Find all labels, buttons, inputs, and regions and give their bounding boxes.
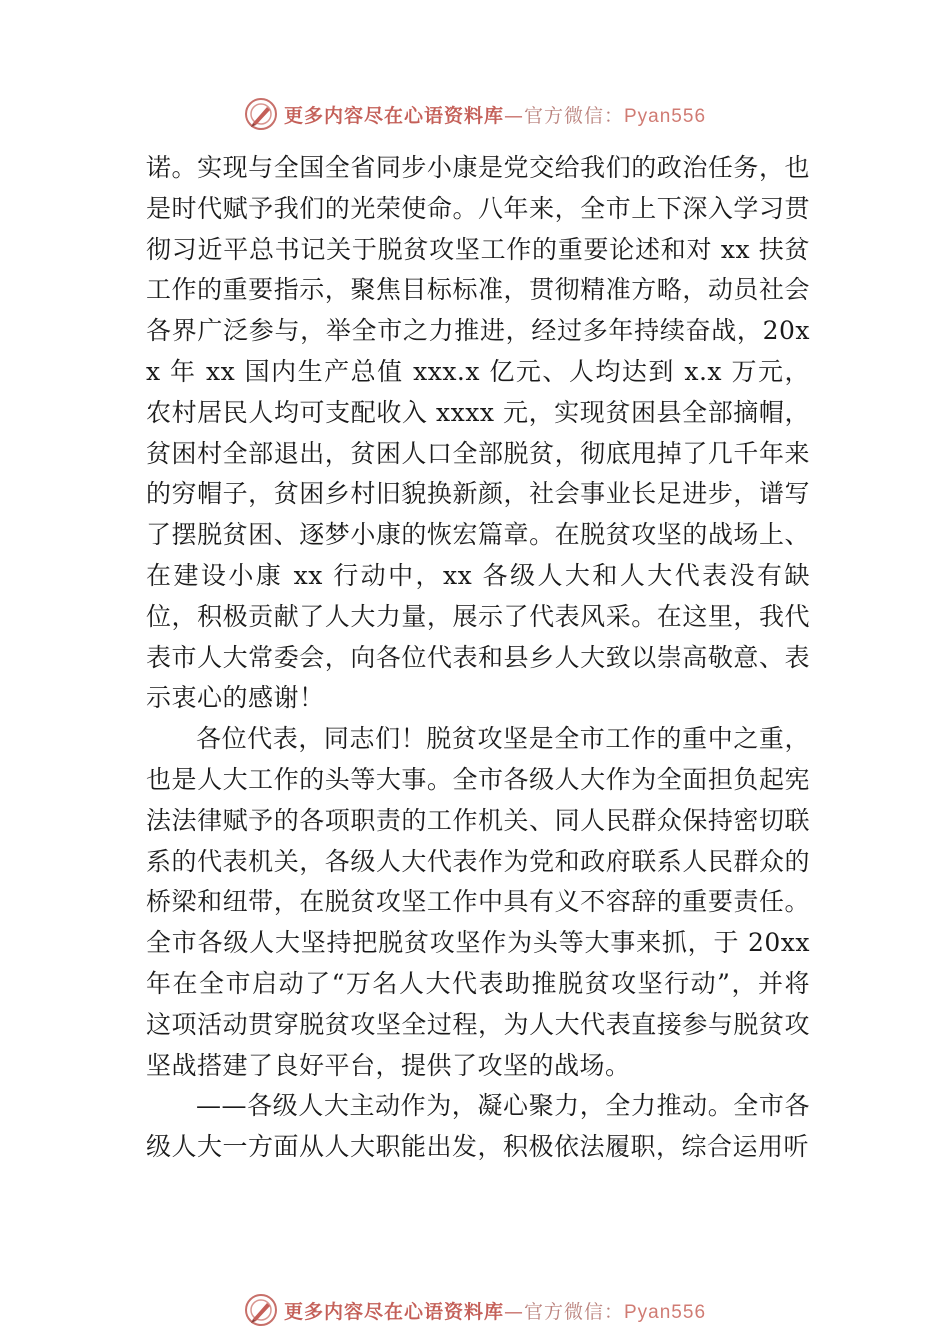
watermark-wechat-id: Pyan556 <box>624 1301 707 1323</box>
watermark-title: 更多内容尽在心语资料库 <box>283 1300 504 1323</box>
footer-watermark <box>0 1290 950 1330</box>
document-body <box>146 148 810 1168</box>
paragraph: ——各级人大主动作为，凝心聚力，全力推动。全市各级人大一方面从人大职能出发，积极依法履职，综合运用听 <box>146 1091 810 1162</box>
watermark-subtitle: 官方微信： <box>523 1300 624 1323</box>
watermark-separator: — <box>503 104 524 127</box>
pen-logo-icon <box>244 97 278 131</box>
watermark-title: 更多内容尽在心语资料库 <box>283 104 504 127</box>
paragraph: 各位代表，同志们！脱贫攻坚是全市工作的重中之重，也是人大工作的头等大事。全市各级人大作为全面担负起宪法法律赋予的各项职责的工作机关、同人民群众保持密切联系的代表机关，各级人大代表作为党和政府联系人民群众的桥梁和纽带，在脱贫攻坚工作中具有义不容辞的重要责任。 全市各级人大坚持把脱贫攻坚作为头等大事来抓，于 20xx 年在全市启动了“万名人大代表助推脱贫攻坚行动”，并将这项活动贯穿脱贫攻坚全过程，为人大代表直接参与脱贫攻坚战搭建了良好平台，提供了攻坚的战场。 <box>146 724 810 1080</box>
pen-logo-icon <box>244 1293 278 1327</box>
watermark-wechat-id: Pyan556 <box>624 105 707 127</box>
header-watermark <box>0 94 950 134</box>
watermark-text <box>284 1297 706 1324</box>
watermark-text <box>284 101 706 128</box>
watermark-separator: — <box>503 1300 524 1323</box>
watermark-subtitle: 官方微信： <box>523 104 624 127</box>
paragraph-continued: 诺。实现与全国全省同步小康是党交给我们的政治任务，也是时代赋予我们的光荣使命。八年来，全市上下深入学习贯彻习近平总书记关于脱贫攻坚工作的重要论述和对 xx 扶贫工作的重要指示，聚焦目标标准，贯彻精准方略，动员社会各界广泛参与，举全市之力推进，经过多年持续奋战，20xx 年 xx 国内生产总值 xxx.x 亿元、人均达到 x.x 万元，农村居民人均可支配收入 xxxx 元，实现贫困县全部摘帽，贫困村全部退出，贫困人口全部脱贫，彻底甩掉了几千年来的穷帽子，贫困乡村旧貌换新颜，社会事业长足进步，谱写了摆脱贫困、逐梦小康的恢宏篇章。在脱贫攻坚的战场上、在建设小康 xx 行动中，xx 各级人大和人大代表没有缺位，积极贡献了人大力量，展示了代表风采。在这里，我代表市人大常委会，向各位代表和县乡人大致以崇高敬意、表示衷心的感谢！ <box>146 153 810 713</box>
